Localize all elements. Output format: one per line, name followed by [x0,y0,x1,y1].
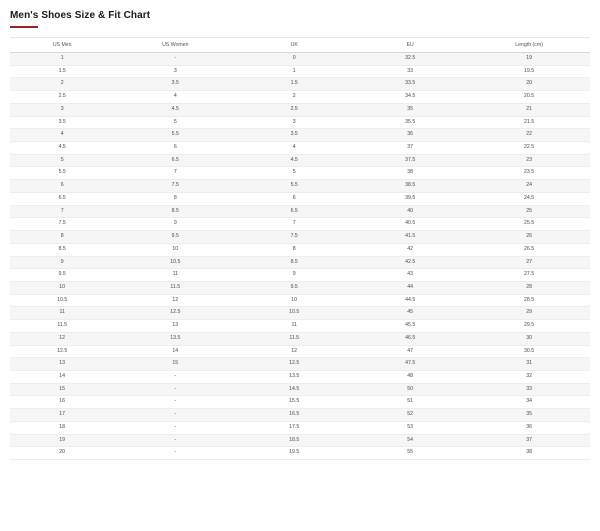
table-cell: 20 [468,78,590,91]
table-cell: 40 [352,205,468,218]
page-title: Men's Shoes Size & Fit Chart [10,10,151,21]
table-cell: 24 [468,180,590,193]
table-cell: 17.5 [236,421,352,434]
table-cell: 9.5 [236,281,352,294]
table-cell: 52 [352,409,468,422]
table-cell: 20.5 [468,91,590,104]
column-header-eu: EU [352,38,468,53]
table-cell: 16 [10,396,114,409]
table-row [10,103,590,116]
table-cell: 33 [468,383,590,396]
table-cell: 18.5 [236,434,352,447]
table-cell: 4 [114,91,236,104]
table-cell: 48 [352,370,468,383]
table-cell: 47 [352,345,468,358]
table-cell: 1.5 [236,78,352,91]
table-cell: 25 [468,205,590,218]
table-row [10,358,590,371]
table-cell: 24.5 [468,192,590,205]
table-cell: 51 [352,396,468,409]
table-cell: 34.5 [352,91,468,104]
table-cell: 33 [352,65,468,78]
table-cell: 15 [10,383,114,396]
table-cell: 42 [352,243,468,256]
table-cell: 4.5 [236,154,352,167]
table-row [10,307,590,320]
table-cell: 23.5 [468,167,590,180]
table-cell: 10.5 [236,307,352,320]
table-cell: 3 [236,116,352,129]
table-cell: 9 [114,218,236,231]
table-cell: 45.5 [352,320,468,333]
table-cell: 50 [352,383,468,396]
table-cell: 16.5 [236,409,352,422]
table-cell: 19.5 [468,65,590,78]
table-row [10,434,590,447]
table-cell: 11 [114,269,236,282]
table-cell: 5 [10,154,114,167]
table-cell: 30 [468,332,590,345]
table-cell: 28 [468,281,590,294]
table-cell: 6.5 [236,205,352,218]
table-cell: 37 [352,142,468,155]
table-cell: 8 [114,192,236,205]
table-row [10,167,590,180]
table-cell: 11.5 [114,281,236,294]
table-cell: 14 [10,370,114,383]
table-row [10,154,590,167]
column-header-uk: UK [236,38,352,53]
table-cell: 0 [236,53,352,66]
table-cell: 13.5 [236,370,352,383]
table-row [10,129,590,142]
table-cell: 10 [236,294,352,307]
table-header-row [10,38,590,53]
table-cell: 27.5 [468,269,590,282]
table-cell: 30.5 [468,345,590,358]
table-cell: 53 [352,421,468,434]
table-cell: 3.5 [236,129,352,142]
table-cell: 20 [10,447,114,460]
table-cell: 14.5 [236,383,352,396]
table-cell: 26.5 [468,243,590,256]
table-cell: 2.5 [10,91,114,104]
table-cell: - [114,53,236,66]
title-underline-rule [10,26,38,28]
table-cell: 19.5 [236,447,352,460]
table-row [10,332,590,345]
table-cell: 25.5 [468,218,590,231]
table-cell: 37.5 [352,154,468,167]
table-cell: 23 [468,154,590,167]
table-cell: 11 [10,307,114,320]
table-cell: 7.5 [236,231,352,244]
table-cell: 1 [10,53,114,66]
table-cell: 6 [236,192,352,205]
table-cell: 10.5 [114,256,236,269]
table-row [10,78,590,91]
table-row [10,421,590,434]
table-cell: 8.5 [114,205,236,218]
table-cell: - [114,447,236,460]
table-cell: 12.5 [114,307,236,320]
table-cell: 22 [468,129,590,142]
table-cell: 31 [468,358,590,371]
table-body [10,53,590,460]
table-cell: 39.5 [352,192,468,205]
table-cell: 6 [114,142,236,155]
table-cell: 35 [468,409,590,422]
table-cell: 5.5 [114,129,236,142]
table-cell: 11.5 [236,332,352,345]
table-cell: 5.5 [10,167,114,180]
table-cell: 1 [236,65,352,78]
column-header-us-men: US Men [10,38,114,53]
table-row [10,396,590,409]
table-cell: 45 [352,307,468,320]
table-cell: 2.5 [236,103,352,116]
table-row [10,447,590,460]
table-cell: 10 [114,243,236,256]
table-row [10,231,590,244]
table-cell: 54 [352,434,468,447]
table-cell: 29.5 [468,320,590,333]
table-cell: 7 [236,218,352,231]
table-cell: 38 [352,167,468,180]
table-cell: 21 [468,103,590,116]
table-cell: 3.5 [114,78,236,91]
table-cell: 19 [468,53,590,66]
table-cell: - [114,383,236,396]
table-cell: 12.5 [10,345,114,358]
table-cell: 27 [468,256,590,269]
table-cell: 15.5 [236,396,352,409]
table-cell: - [114,396,236,409]
table-cell: 12 [236,345,352,358]
table-row [10,256,590,269]
table-cell: - [114,421,236,434]
table-cell: 1.5 [10,65,114,78]
table-cell: 32 [468,370,590,383]
table-cell: 6.5 [10,192,114,205]
table-cell: 7 [114,167,236,180]
table-cell: 3 [10,103,114,116]
column-header-us-women: US Women [114,38,236,53]
table-cell: 13.5 [114,332,236,345]
table-cell: 47.5 [352,358,468,371]
table-cell: 15 [114,358,236,371]
table-cell: 36 [468,421,590,434]
table-cell: 44 [352,281,468,294]
table-cell: 8 [10,231,114,244]
table-row [10,320,590,333]
table-cell: 8.5 [10,243,114,256]
table-cell: 46.5 [352,332,468,345]
table-cell: 21.5 [468,116,590,129]
table-cell: 22.5 [468,142,590,155]
table-cell: 13 [10,358,114,371]
table-cell: 9 [10,256,114,269]
table-cell: 32.5 [352,53,468,66]
table-cell: 4.5 [114,103,236,116]
column-header-length-cm: Length (cm) [468,38,590,53]
table-cell: 13 [114,320,236,333]
table-row [10,409,590,422]
table-cell: 3.5 [10,116,114,129]
table-row [10,53,590,66]
table-row [10,243,590,256]
table-cell: 4 [236,142,352,155]
table-cell: 40.5 [352,218,468,231]
table-row [10,91,590,104]
table-cell: 10 [10,281,114,294]
table-cell: 2 [10,78,114,91]
table-cell: 9 [236,269,352,282]
table-cell: 10.5 [10,294,114,307]
table-cell: 38 [468,447,590,460]
table-row [10,218,590,231]
table-cell: 7.5 [114,180,236,193]
table-cell: 11.5 [10,320,114,333]
table-row [10,294,590,307]
table-cell: 18 [10,421,114,434]
table-row [10,180,590,193]
table-cell: 11 [236,320,352,333]
table-row [10,281,590,294]
table-cell: 28.5 [468,294,590,307]
table-cell: - [114,434,236,447]
table-cell: 17 [10,409,114,422]
table-row [10,269,590,282]
table-cell: 8 [236,243,352,256]
table-cell: 43 [352,269,468,282]
table-cell: 7 [10,205,114,218]
table-row [10,65,590,78]
table-row [10,192,590,205]
table-cell: 14 [114,345,236,358]
table-cell: 8.5 [236,256,352,269]
table-cell: 33.5 [352,78,468,91]
table-cell: 9.5 [114,231,236,244]
table-cell: 6 [10,180,114,193]
table-cell: 38.5 [352,180,468,193]
table-cell: 12 [10,332,114,345]
table-row [10,383,590,396]
table-cell: 41.5 [352,231,468,244]
table-cell: 37 [468,434,590,447]
table-header [10,38,590,53]
table-cell: 19 [10,434,114,447]
table-cell: 7.5 [10,218,114,231]
table-row [10,116,590,129]
table-cell: 34 [468,396,590,409]
table-cell: 36 [352,129,468,142]
table-row [10,370,590,383]
table-row [10,142,590,155]
table-cell: 9.5 [10,269,114,282]
table-cell: 29 [468,307,590,320]
table-cell: 26 [468,231,590,244]
table-cell: 5 [236,167,352,180]
table-cell: 3 [114,65,236,78]
table-row [10,205,590,218]
table-cell: 35.5 [352,116,468,129]
table-cell: 12.5 [236,358,352,371]
table-cell: 4.5 [10,142,114,155]
table-cell: 12 [114,294,236,307]
table-cell: - [114,409,236,422]
table-cell: 2 [236,91,352,104]
table-cell: 4 [10,129,114,142]
table-cell: 44.5 [352,294,468,307]
table-row [10,345,590,358]
table-cell: 42.5 [352,256,468,269]
table-cell: 35 [352,103,468,116]
table-cell: 5 [114,116,236,129]
table-cell: - [114,370,236,383]
size-fit-table [10,37,590,460]
table-cell: 5.5 [236,180,352,193]
table-cell: 6.5 [114,154,236,167]
table-cell: 55 [352,447,468,460]
